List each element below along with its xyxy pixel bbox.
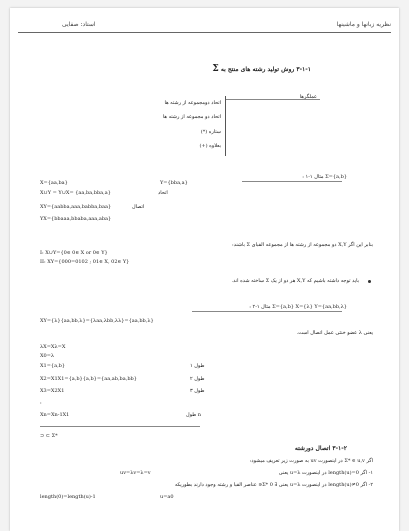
power-two-label: طول ۲ <box>190 376 205 382</box>
rule-1-text: ۱- اگر length(u)=0 در اینصورت u=λ یعنی <box>278 470 373 476</box>
example-1-underline <box>242 181 342 182</box>
example-2-concat: XY={λ}{aa,bb,λ}={λaa,λbb,λλ}={aa,bb,λ} <box>40 318 154 324</box>
example-1-concat-yx: YX={bbaaa,bbaba,aaa,aba} <box>40 216 112 222</box>
example-1-concat-label: اتصال <box>132 204 145 210</box>
power-three-label: طول ۳ <box>190 388 205 394</box>
formula-concat: II: XY={000=0102 ; 01∈ X, 02∈ Y} <box>40 259 130 265</box>
bullet-note: باید توجه داشته باشیم که X,Y هر دو از یک Σ ساخته شده اند. <box>231 278 359 284</box>
power-n-label: طول n <box>186 412 202 418</box>
section-2-intro: اگر Σ* ∈ u,v در اینصورت uv به صورت زیر تعریف میشود: <box>249 458 373 464</box>
example-1-set-x: X={aa,ba} <box>40 180 68 186</box>
operators-label: عملگرها <box>299 94 317 100</box>
operators-connector <box>225 99 320 100</box>
operator-item-union-2: اتحاد دو مجموعه از رشته ها <box>162 114 221 120</box>
powers-divider <box>40 426 200 427</box>
power-one-label: طول ۱ <box>190 363 205 369</box>
last-formula: u=a0 <box>160 494 174 500</box>
power-n: Xn=Xn-1X1 <box>40 412 70 418</box>
implies-icon: ⊃ ⊂ <box>40 433 52 439</box>
header-rule <box>18 32 391 33</box>
example-1-union: X∪Y = Y∪X= {aa,ba,bba,a} <box>40 190 111 196</box>
rule-2-text: ۲- اگر length(u)≠0 در اینصورت u=λ یعنی ∃ Σ* 0∈ عناصر الفبا و رشته وجود دارند بطوریکه <box>174 482 373 488</box>
power-identity: λX=Xλ=X <box>40 344 66 350</box>
operator-item-star: ستاره (*) <box>200 129 221 135</box>
bullet-dot <box>368 280 371 283</box>
power-zero: X0=λ <box>40 353 55 359</box>
example-2-note: یعنی λ عضو خنثی عمل اتصال است. <box>296 330 373 336</box>
power-two: X2=X1X1={a,b}{a,b}={aa,ab,ba,bb} <box>40 376 137 382</box>
operators-bracket <box>225 96 226 156</box>
kleene-closure <box>40 433 58 439</box>
rule-1-formula: uv=λv=λ=v <box>120 470 151 476</box>
power-one: X1={a,b} <box>40 363 66 369</box>
last-length: length(0)=length(u)-1 <box>40 494 96 500</box>
header-author: استاد: صفایی <box>62 21 96 28</box>
document-page <box>10 8 399 531</box>
example-2-title: Σ={a,b} X={λ} Y={aa,bb,λ} مثال ۱-۲ : <box>249 304 347 310</box>
sigma-symbol: Σ <box>212 64 219 74</box>
example-1-set-y: Y={bba,a} <box>160 180 188 186</box>
example-1-concat-xy: XY={aabba,aaa,babba,baa} <box>40 204 112 210</box>
section-1-heading <box>212 66 311 73</box>
operator-item-union-1: اتحاد دومجموعه از رشته ها <box>164 100 221 106</box>
example-1-title: Σ={a,b} مثال ۱-۱ : <box>302 174 347 180</box>
kleene-closure-value: Σ* <box>51 433 58 439</box>
power-three: X3=X2X1 <box>40 388 65 394</box>
example-2-underline <box>192 311 342 312</box>
header-title: نظریه زبانها و ماشینها <box>336 21 391 28</box>
section-1-heading-text: ۳-۱-۱ روش تولید رشته های منتج به <box>220 66 311 73</box>
section-2-heading: ۳-۱-۲ اتصال دورشته <box>294 445 347 452</box>
power-ellipsis: : <box>40 400 42 406</box>
formula-union: I: X∪Y={0∈ 0∈ X or 0∈ Y} <box>40 250 108 256</box>
example-1-union-label: اتحاد <box>158 190 168 196</box>
note-sets: بنابر این اگر X,Y دو مجموعه از رشته ها از مجموعه الفبای Σ باشند: <box>232 242 373 248</box>
operator-item-plus: بعلاوه (+) <box>199 143 221 149</box>
